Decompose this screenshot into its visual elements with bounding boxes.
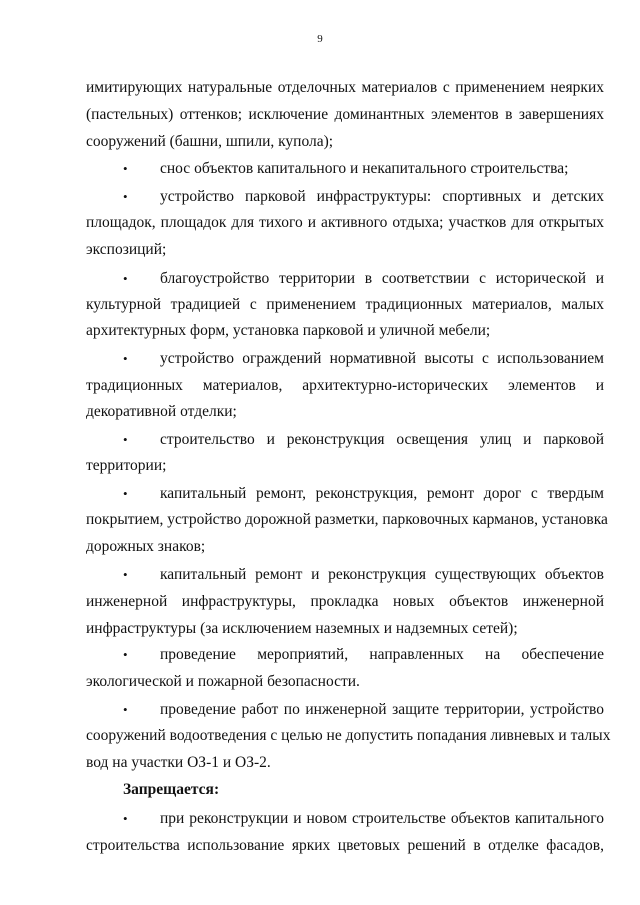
text-line: сооружений водоотведения с целью не допустить попадания ливневых и талых — [86, 727, 611, 744]
bullet-item-text: проведение работ по инженерной защите территории, устройство — [160, 701, 604, 718]
text-line: традиционных материалов, архитектурно-исторических элементов и — [86, 377, 604, 394]
page-number: 9 — [317, 33, 323, 45]
bullet-item-text: при реконструкции и новом строительстве объектов капитального — [160, 810, 604, 827]
bullet-item-text: капитальный ремонт и реконструкция существующих объектов — [160, 566, 604, 583]
text-line: экологической и пожарной безопасности. — [86, 673, 360, 690]
text-line: площадок, площадок для тихого и активного отдыха; участков для открытых — [86, 214, 604, 231]
bullet-item-text: устройство парковой инфраструктуры: спортивных и детских — [160, 188, 604, 205]
bullet-icon: • — [123, 161, 128, 176]
bullet-icon: • — [123, 702, 128, 717]
bullet-icon: • — [123, 189, 128, 204]
text-line: архитектурных форм, установка парковой и уличной мебели; — [86, 322, 491, 339]
bullet-icon: • — [123, 271, 128, 286]
section-heading: Запрещается: — [123, 781, 220, 798]
text-line: культурной традицией с применением традиционных материалов, малых — [86, 296, 604, 313]
text-line: вод на участки ОЗ-1 и ОЗ-2. — [86, 754, 271, 771]
text-line: дорожных знаков; — [86, 538, 206, 555]
bullet-item-text: капитальный ремонт, реконструкция, ремонт дорог с твердым — [160, 485, 604, 502]
text-line: сооружений (башни, шпили, купола); — [86, 133, 334, 150]
bullet-item-text: устройство ограждений нормативной высоты с использованием — [160, 350, 604, 367]
bullet-icon: • — [123, 647, 128, 662]
text-line: (пастельных) оттенков; исключение доминантных элементов в завершениях — [86, 106, 604, 123]
bullet-icon: • — [123, 811, 128, 826]
text-line: строительства использование ярких цветовых решений в отделке фасадов, — [86, 837, 604, 854]
bullet-icon: • — [123, 432, 128, 447]
text-line: инфраструктуры (за исключением наземных и надземных сетей); — [86, 620, 518, 637]
bullet-icon: • — [123, 486, 128, 501]
text-line: декоративной отделки; — [86, 403, 237, 420]
bullet-item-text: строительство и реконструкция освещения улиц и парковой — [160, 431, 604, 448]
bullet-icon: • — [123, 351, 128, 366]
text-line: инженерной инфраструктуры, прокладка новых объектов инженерной — [86, 593, 604, 610]
text-line: территории; — [86, 457, 167, 474]
text-line: имитирующих натуральные отделочных материалов с применением неярких — [86, 79, 604, 96]
bullet-item-text: благоустройство территории в соответствии с исторической и — [160, 270, 604, 287]
bullet-icon: • — [123, 567, 128, 582]
bullet-item-text: проведение мероприятий, направленных на обеспечение — [160, 646, 604, 663]
text-line: покрытием, устройство дорожной разметки, парковочных карманов, установка — [86, 511, 608, 528]
text-line: экспозиций; — [86, 241, 167, 258]
bullet-item-text: снос объектов капитального и некапитального строительства; — [160, 160, 569, 177]
